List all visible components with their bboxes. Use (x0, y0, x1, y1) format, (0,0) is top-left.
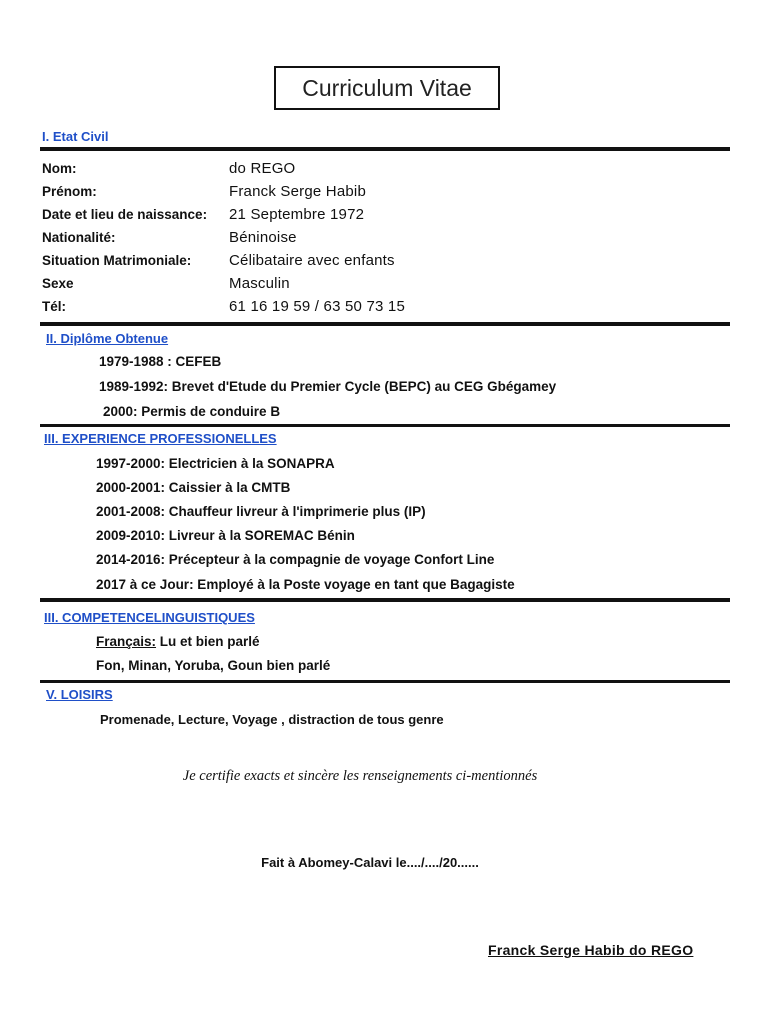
language-level: Lu et bien parlé (156, 634, 260, 649)
language-label: Français: (96, 634, 157, 649)
place-date-line: Fait à Abomey-Calavi le..../..../20...... (261, 855, 479, 870)
field-value-situation: Célibataire avec enfants (229, 252, 395, 269)
section-heading-diplome: II. Diplôme Obtenue (46, 331, 169, 346)
list-item: 2009-2010: Livreur à la SOREMAC Bénin (96, 528, 355, 543)
field-label-prenom: Prénom: (42, 184, 97, 199)
field-label-nom: Nom: (42, 161, 77, 176)
section-divider (40, 322, 730, 326)
language-autres: Fon, Minan, Yoruba, Goun bien parlé (96, 658, 331, 673)
list-item: 1989-1992: Brevet d'Etude du Premier Cycle (BEPC) au CEG Gbégamey (99, 379, 557, 394)
field-label-tel: Tél: (42, 299, 67, 314)
field-value-sexe: Masculin (229, 275, 290, 292)
loisirs-text: Promenade, Lecture, Voyage , distraction de tous genre (100, 712, 444, 727)
field-label-situation: Situation Matrimoniale: (42, 253, 192, 268)
signature-name: Franck Serge Habib do REGO (488, 942, 694, 958)
section-heading-competences: III. COMPETENCELINGUISTIQUES (44, 610, 255, 625)
list-item: 2000: Permis de conduire B (103, 404, 281, 419)
section-divider (40, 598, 730, 602)
field-value-nationalite: Béninoise (229, 229, 297, 246)
certification-statement: Je certifie exacts et sincère les renseignements ci-mentionnés (182, 768, 538, 784)
section-divider (40, 424, 730, 427)
section-heading-etat-civil: I. Etat Civil (42, 129, 109, 144)
field-value-naissance: 21 Septembre 1972 (229, 206, 365, 223)
list-item: 1997-2000: Electricien à la SONAPRA (96, 456, 335, 471)
language-francais (96, 633, 260, 651)
list-item: 2000-2001: Caissier à la CMTB (96, 480, 291, 495)
list-item: 2001-2008: Chauffeur livreur à l'imprimerie plus (IP) (96, 504, 426, 519)
section-divider (40, 147, 730, 151)
field-label-naissance: Date et lieu de naissance: (42, 207, 208, 222)
field-value-nom: do REGO (229, 160, 296, 177)
list-item: 2017 à ce Jour: Employé à la Poste voyage en tant que Bagagiste (96, 577, 515, 592)
section-divider (40, 680, 730, 683)
section-heading-loisirs: V. LOISIRS (46, 687, 113, 702)
section-heading-experience: III. EXPERIENCE PROFESSIONELLES (44, 431, 277, 446)
document-title: Curriculum Vitae (274, 66, 500, 110)
field-value-tel: 61 16 19 59 / 63 50 73 15 (229, 298, 405, 315)
list-item: 1979-1988 : CEFEB (99, 354, 222, 369)
field-label-nationalite: Nationalité: (42, 230, 116, 245)
field-label-sexe: Sexe (42, 276, 74, 291)
field-value-prenom: Franck Serge Habib (229, 183, 366, 200)
list-item: 2014-2016: Précepteur à la compagnie de voyage Confort Line (96, 552, 495, 567)
